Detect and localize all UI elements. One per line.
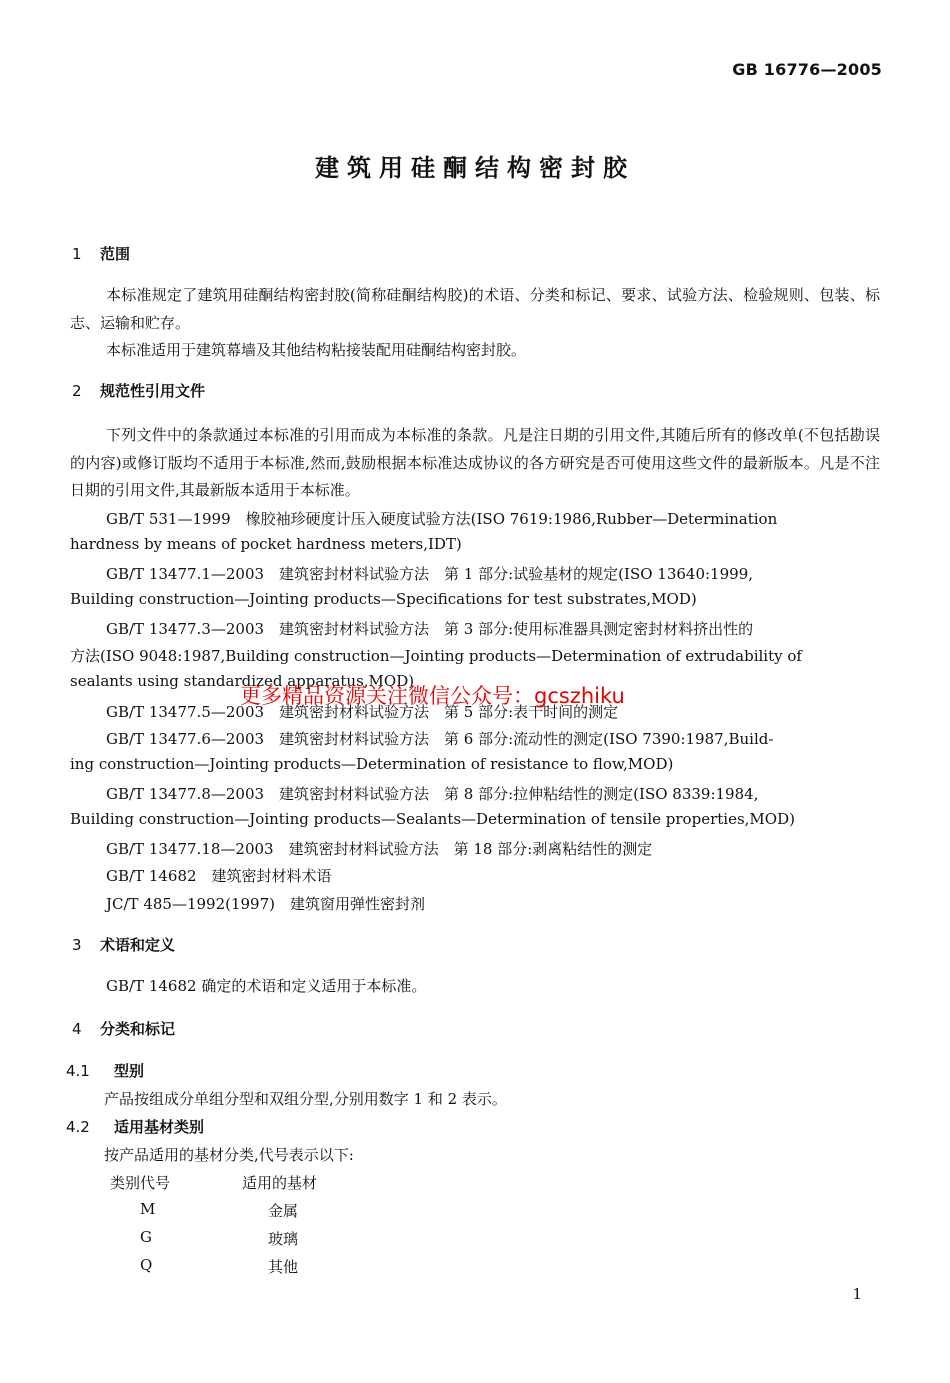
section-title: 范围	[100, 245, 131, 263]
reference-line: Building construction—Jointing products—Specifications for test substrates,MOD)	[70, 590, 697, 608]
reference-line: 方法(ISO 9048:1987,Building construction—Jointing products—Determination of extrudability of	[70, 647, 802, 665]
section-1-heading	[72, 243, 130, 264]
table-cell-code: M	[140, 1200, 156, 1218]
table-cell-code: Q	[140, 1256, 153, 1274]
section-title: 分类和标记	[100, 1020, 176, 1038]
reference-line: GB/T 14682 建筑密封材料术语	[106, 867, 332, 885]
reference-line: Building construction—Jointing products—Sealants—Determination of tensile properties,MOD)	[70, 810, 795, 828]
table-cell-substrate: 玻璃	[268, 1230, 299, 1248]
reference-line: GB/T 531—1999 橡胶袖珍硬度计压入硬度试验方法(ISO 7619:1986,Rubber—Determination	[106, 510, 778, 528]
section-number: 2	[72, 382, 82, 400]
section-1-paragraph-2: 本标准适用于建筑幕墙及其他结构粘接装配用硅酮结构密封胶。	[106, 341, 527, 359]
subsection-number: 4.1	[66, 1062, 90, 1080]
section-4-heading	[72, 1018, 175, 1039]
document-title: 建筑用硅酮结构密封胶	[315, 154, 635, 182]
reference-line: GB/T 13477.1—2003 建筑密封材料试验方法 第 1 部分:试验基材的规定(ISO 13640:1999,	[106, 565, 754, 583]
section-number: 4	[72, 1020, 82, 1038]
section-3-paragraph: GB/T 14682 确定的术语和定义适用于本标准。	[106, 977, 427, 995]
subsection-title: 适用基材类别	[114, 1118, 205, 1136]
section-1-paragraph-1: 本标准规定了建筑用硅酮结构密封胶(简称硅酮结构胶)的术语、分类和标记、要求、试验方法、检验规则、包装、标志、运输和贮存。	[70, 286, 880, 332]
reference-line: JC/T 485—1992(1997) 建筑窗用弹性密封剂	[106, 895, 426, 913]
section-3-heading	[72, 934, 175, 955]
reference-line: hardness by means of pocket hardness meters,IDT)	[70, 535, 462, 553]
table-cell-substrate: 其他	[268, 1258, 299, 1276]
section-number: 3	[72, 936, 82, 954]
reference-line: sealants using standardized apparatus,MOD)	[70, 672, 415, 690]
subsection-4-2-heading	[66, 1116, 204, 1137]
table-cell-substrate: 金属	[268, 1202, 299, 1220]
table-header-substrate: 适用的基材	[242, 1174, 318, 1192]
section-2-intro: 下列文件中的条款通过本标准的引用而成为本标准的条款。凡是注日期的引用文件,其随后所有的修改单(不包括勘误的内容)或修订版均不适用于本标准,然而,鼓励根据本标准达成协议的各方研究是否可使用这些文件的最新版本。凡是不注日期的引用文件,其最新版本适用于本标准。	[70, 426, 880, 499]
reference-line: GB/T 13477.8—2003 建筑密封材料试验方法 第 8 部分:拉伸粘结性的测定(ISO 8339:1984,	[106, 785, 759, 803]
watermark-text: 更多精品资源关注微信公众号：gcszhiku	[240, 684, 625, 708]
reference-line: GB/T 13477.5—2003 建筑密封材料试验方法 第 5 部分:表干时间的测定	[106, 703, 619, 721]
subsection-4-1-heading	[66, 1060, 144, 1081]
subsection-4-2-paragraph: 按产品适用的基材分类,代号表示以下:	[104, 1146, 354, 1164]
table-header-code: 类别代号	[110, 1174, 171, 1192]
subsection-4-1-paragraph: 产品按组成分单组分型和双组分型,分别用数字 1 和 2 表示。	[104, 1090, 507, 1108]
reference-line: GB/T 13477.18—2003 建筑密封材料试验方法 第 18 部分:剥离粘结性的测定	[106, 840, 653, 858]
section-title: 规范性引用文件	[100, 382, 206, 400]
reference-line: GB/T 13477.3—2003 建筑密封材料试验方法 第 3 部分:使用标准器具测定密封材料挤出性的	[106, 620, 754, 638]
subsection-title: 型别	[114, 1062, 145, 1080]
table-cell-code: G	[140, 1228, 152, 1246]
reference-line: ing construction—Jointing products—Determination of resistance to flow,MOD)	[70, 755, 674, 773]
page-number: 1	[852, 1285, 862, 1303]
standard-number: GB 16776—2005	[732, 60, 882, 79]
section-number: 1	[72, 245, 82, 263]
reference-line: GB/T 13477.6—2003 建筑密封材料试验方法 第 6 部分:流动性的测定(ISO 7390:1987,Build-	[106, 730, 774, 748]
subsection-number: 4.2	[66, 1118, 90, 1136]
section-2-heading	[72, 380, 205, 401]
section-title: 术语和定义	[100, 936, 176, 954]
